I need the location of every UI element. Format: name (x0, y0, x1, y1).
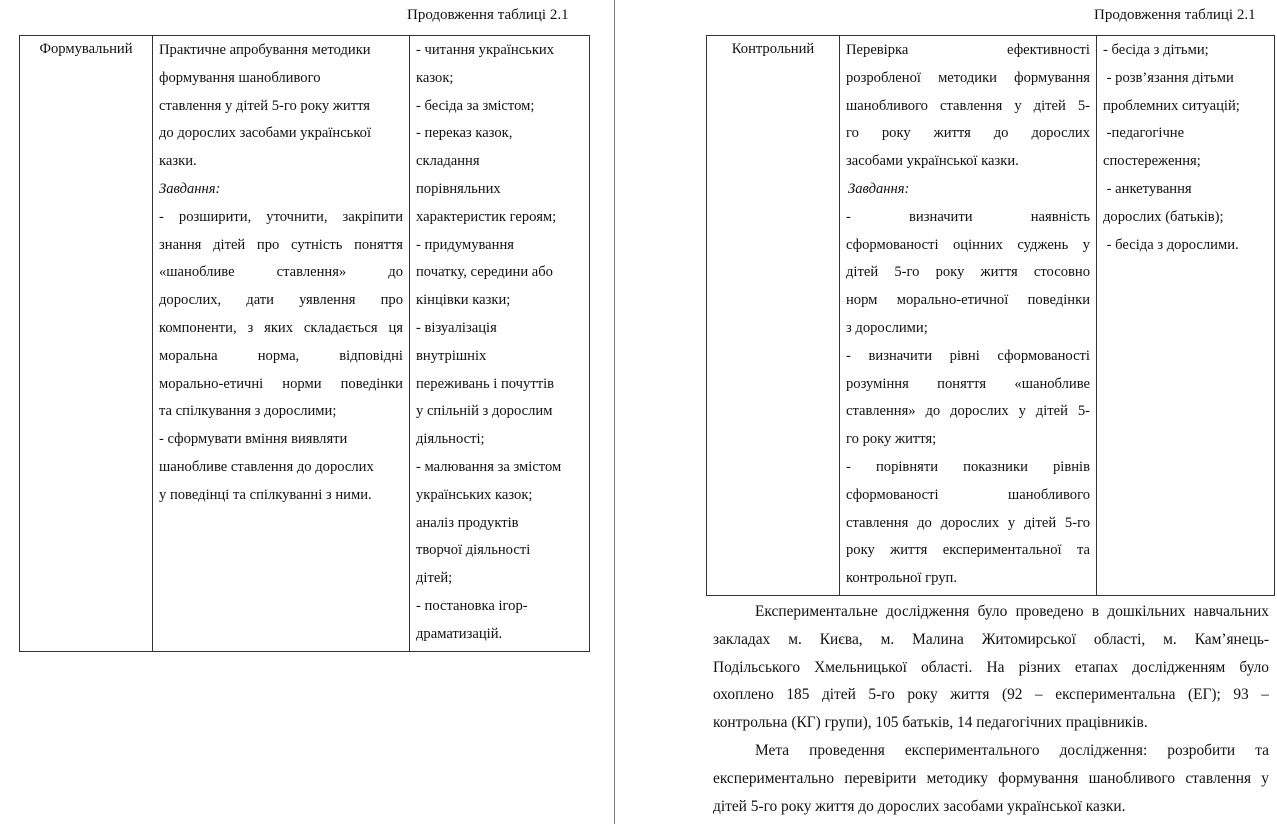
text-line: сформованості шанобливого (846, 486, 1090, 503)
text-line: шанобливого ставлення у дітей 5- (846, 97, 1090, 114)
list-item: - бесіда з дорослими. (1103, 236, 1239, 253)
text-line: знання дітей про сутність поняття (159, 236, 403, 253)
stage-cell (707, 36, 840, 596)
text-line: - сформувати вміння виявляти (159, 431, 348, 448)
text-line: шанобливе ставлення до дорослих (159, 458, 374, 475)
text-line: Експериментальне дослідження було проведено в дошкільних навчальних (755, 603, 1269, 620)
list-item: внутрішніх (416, 347, 487, 364)
list-item: - бесіда за змістом; (416, 97, 535, 114)
goal-text (846, 37, 1090, 176)
list-item: дорослих (батьків); (1103, 208, 1224, 225)
text-line: дорослих, дати уявлення про (159, 292, 403, 309)
text-line: морально-етичні норми поведінки (159, 375, 403, 392)
list-item: - бесіда з дітьми; (1103, 42, 1209, 58)
text-line: контрольна (КГ) групи), 105 батьків, 14 педагогічних працівників. (713, 714, 1148, 732)
text-line: Мета проведення експериментального дослідження: розробити та (755, 741, 1269, 759)
text-line: - розширити, уточнити, закріпити (159, 208, 403, 225)
list-item: порівняльних (416, 180, 501, 197)
stage-name: Контрольний (731, 41, 815, 57)
list-item: - постановка ігор- (416, 597, 528, 614)
text-line: го року життя; (846, 431, 937, 448)
paragraph (713, 737, 1269, 820)
body-text (713, 598, 1269, 820)
text-line: - порівняти показники рівнів (846, 458, 1090, 475)
list-item: спостереження; (1103, 153, 1201, 170)
text-line: Подільського Хмельницької області. На різних етапах дослідженням було (713, 658, 1269, 676)
methods-cell (410, 36, 590, 652)
list-item: у спільній з дорослим (416, 403, 553, 420)
list-item: - переказ казок, (416, 125, 513, 142)
text-line: охоплено 185 дітей 5-го року життя (92 – експериментальна (ЕГ); 93 – (713, 686, 1269, 704)
goal-tasks-cell (840, 36, 1097, 596)
stages-table (19, 35, 590, 652)
list-item: казок; (416, 69, 454, 86)
text-line: моральна норма, відповідні (159, 347, 403, 364)
tasks-label: Завдання: (848, 180, 910, 197)
methods-list (1103, 37, 1268, 259)
text-line: го року життя до дорослих (846, 125, 1090, 142)
text-line: розуміння поняття «шанобливе (846, 375, 1090, 392)
tasks-text (159, 204, 403, 510)
text-line: закладах м. Києва, м. Малина Житомирської області, м. Кам’янець- (713, 630, 1269, 648)
list-item: українських казок; (416, 486, 533, 503)
text-line: року життя експериментальної та (846, 542, 1090, 559)
text-line: у поведінці та спілкуванні з ними. (159, 486, 372, 503)
table-row (20, 36, 590, 652)
stage-name: Формувальний (39, 41, 133, 57)
list-item: - візуалізація (416, 319, 497, 336)
tasks-text (846, 204, 1090, 593)
text-line: дітей 5-го року життя до дорослих засобами української казки. (713, 797, 1126, 815)
list-item: - малювання за змістом (416, 458, 562, 475)
list-item: - розв’язання дітьми (1103, 69, 1234, 86)
list-item: переживань і почуттів (416, 375, 555, 392)
table-row (707, 36, 1275, 596)
list-item: драматизацій. (416, 625, 503, 642)
text-line: ставлення у дітей 5-го року життя (159, 97, 371, 114)
text-line: ставлення» до дорослих у дітей 5- (846, 403, 1090, 420)
list-item: аналіз продуктів (416, 514, 519, 531)
text-line: до дорослих засобами української (159, 125, 372, 142)
text-line: Практичне апробування методики (159, 42, 371, 58)
list-item: проблемних ситуацій; (1103, 97, 1240, 114)
goal-text (159, 37, 403, 176)
table-continuation-label: Продовження таблиці 2.1 (407, 7, 569, 23)
text-line: Перевірка ефективності (846, 42, 1090, 58)
list-item: характеристик героям; (416, 208, 557, 225)
text-line: казки. (159, 153, 197, 170)
list-item: початку, середини або (416, 264, 553, 281)
list-item: кінцівки казки; (416, 292, 511, 309)
tasks-label: Завдання: (159, 180, 221, 197)
text-line: формування шанобливого (159, 69, 321, 86)
list-item: складання (416, 153, 480, 170)
text-line: компоненти, з яких складається ця (159, 319, 403, 336)
text-line: - визначити наявність (846, 208, 1090, 225)
list-item: дітей; (416, 570, 453, 587)
text-line: з дорослими; (846, 319, 928, 336)
methods-list (416, 37, 583, 649)
text-line: та спілкування з дорослими; (159, 403, 337, 420)
page-divider (614, 0, 615, 824)
right-page (616, 0, 1277, 824)
list-item: - анкетування (1103, 180, 1192, 197)
stages-table (706, 35, 1275, 596)
text-line: контрольної груп. (846, 570, 958, 587)
left-page (0, 0, 614, 824)
list-item: - придумування (416, 236, 514, 253)
text-line: норм морально-етичної поведінки (846, 292, 1090, 309)
text-line: «шанобливе ставлення» до (159, 264, 403, 281)
list-item: -педагогічне (1103, 125, 1185, 142)
text-line: - визначити рівні сформованості (846, 347, 1090, 364)
list-item: діяльності; (416, 431, 485, 448)
stage-cell (20, 36, 153, 652)
text-line: експериментально перевірити методику формування шанобливого ставлення у (713, 769, 1269, 787)
list-item: - читання українських (416, 42, 555, 58)
text-line: засобами української казки. (846, 153, 1019, 170)
text-line: дітей 5-го року життя стосовно (846, 264, 1090, 281)
goal-tasks-cell (153, 36, 410, 652)
text-line: сформованості оцінних суджень у (846, 236, 1090, 253)
list-item: творчої діяльності (416, 542, 531, 559)
methods-cell (1097, 36, 1275, 596)
paragraph (713, 598, 1269, 737)
text-line: ставлення до дорослих у дітей 5-го (846, 514, 1090, 531)
table-continuation-label: Продовження таблиці 2.1 (1094, 7, 1256, 23)
text-line: розробленої методики формування (846, 69, 1090, 86)
